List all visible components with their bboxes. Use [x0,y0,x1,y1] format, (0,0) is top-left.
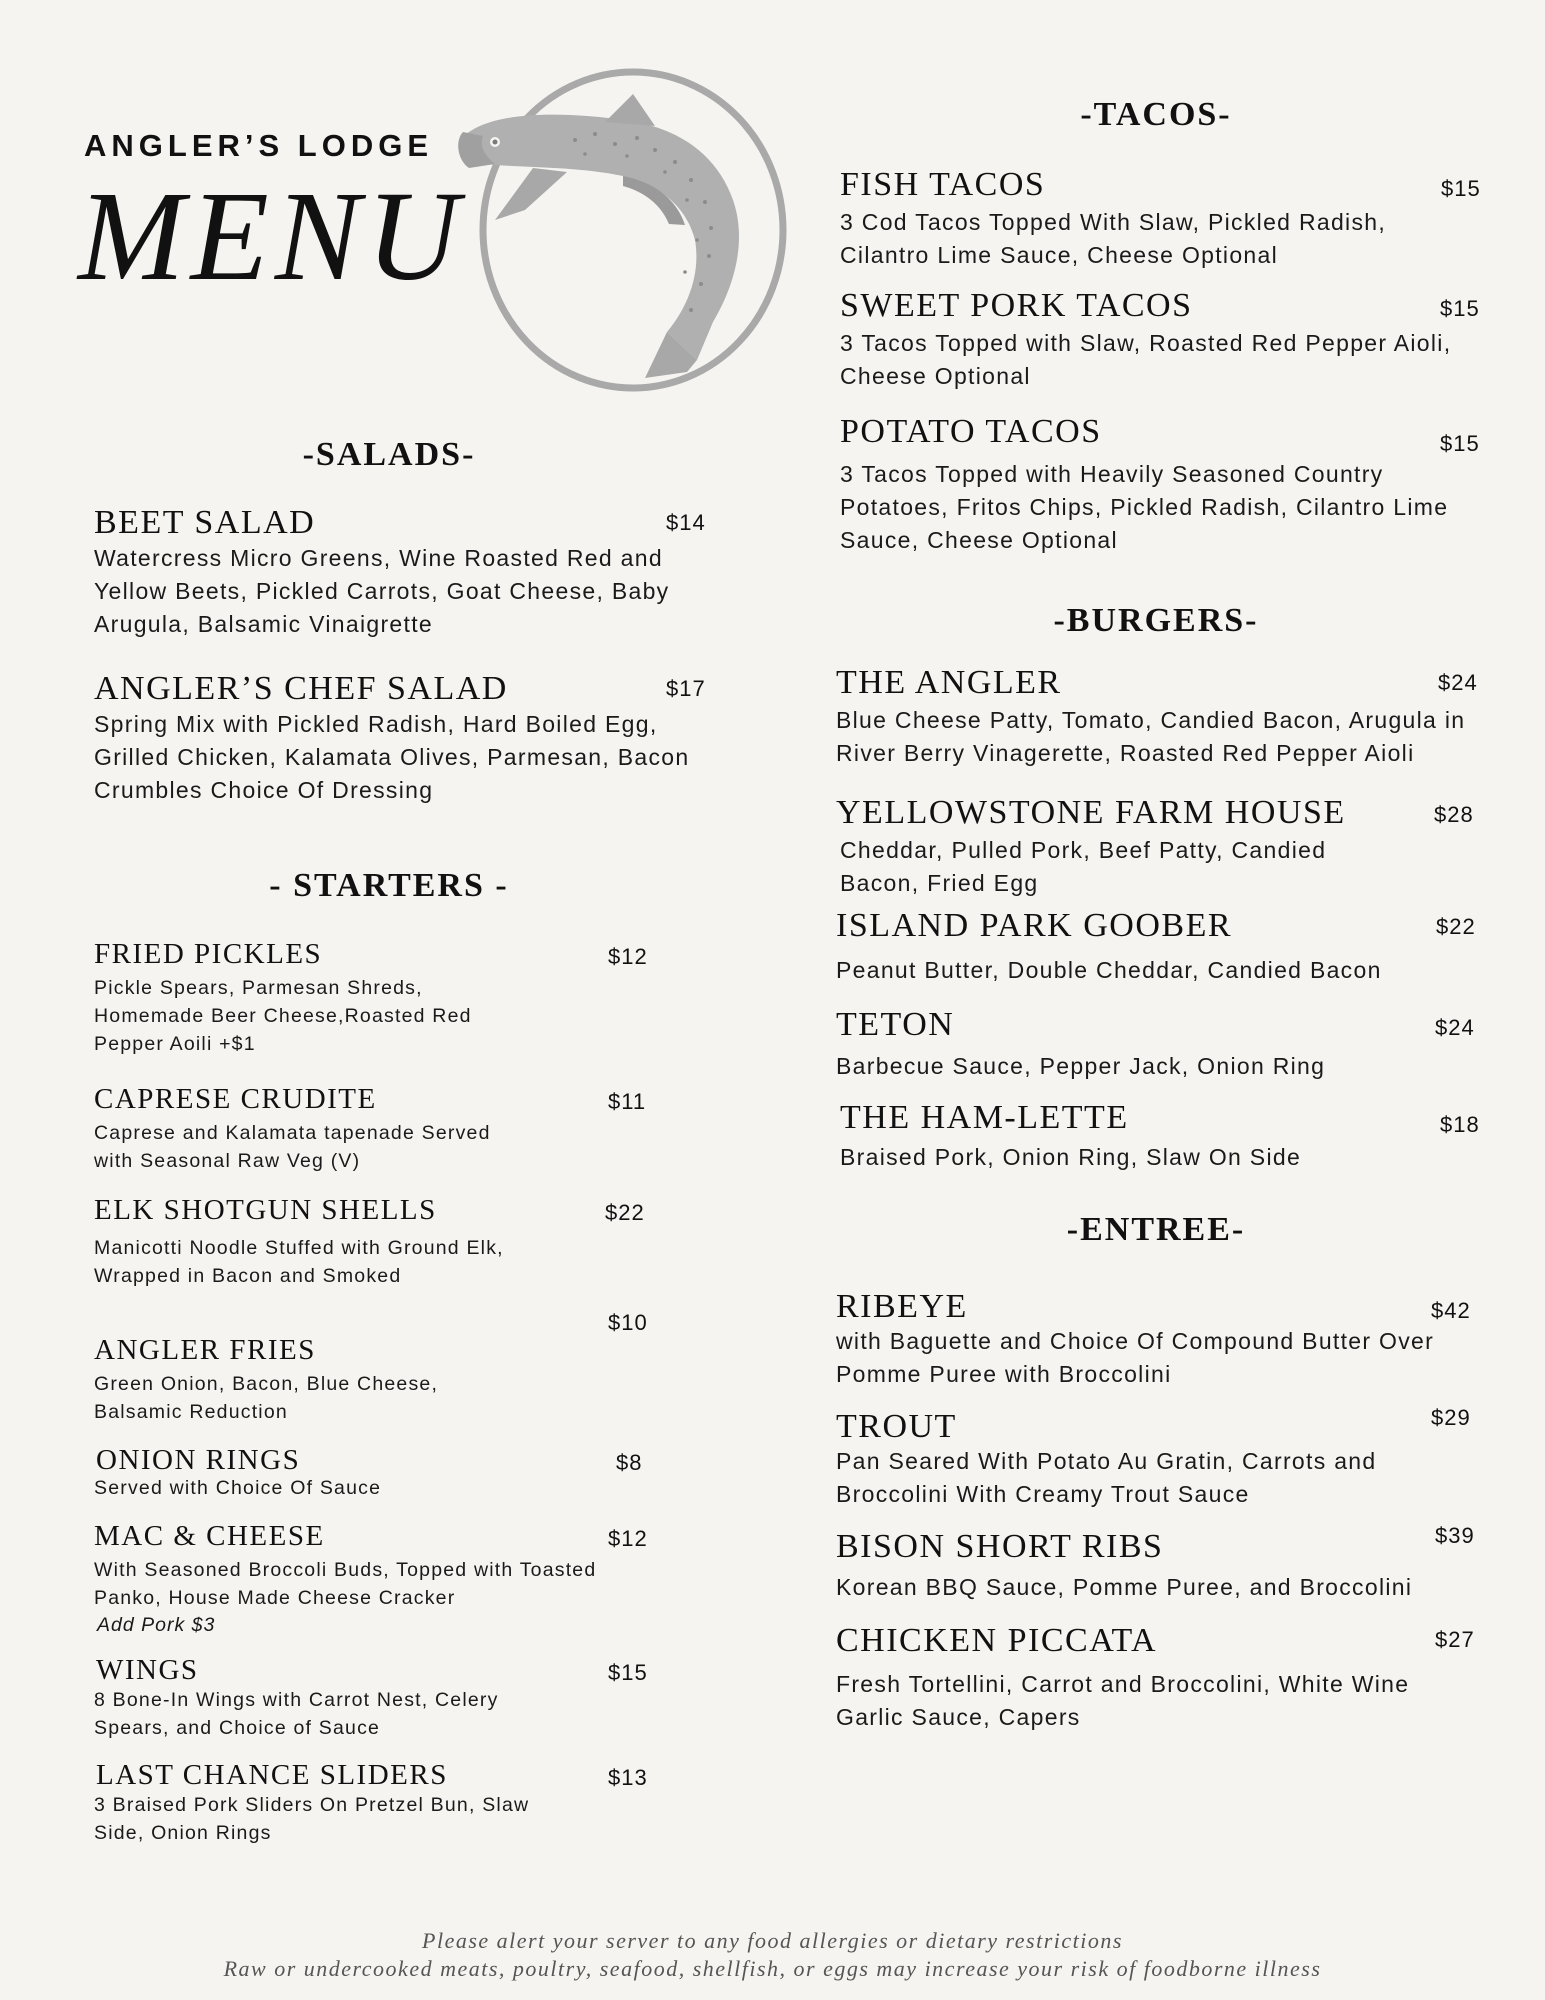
item-name: POTATO TACOS [840,413,1102,450]
item-name: ANGLER FRIES [94,1334,316,1366]
item-name: CHICKEN PICCATA [836,1622,1158,1659]
item-price: $13 [608,1765,648,1790]
item-name: TROUT [836,1408,957,1445]
item-description: Cheddar, Pulled Pork, Beef Patty, Candied Bacon, Fried Egg [840,837,1327,896]
menu-title: MENU [78,165,465,307]
item-price: $15 [608,1660,648,1685]
item-name: ISLAND PARK GOOBER [836,907,1233,944]
item-price: $18 [1440,1112,1480,1137]
item-description: Peanut Butter, Double Cheddar, Candied Bacon [836,957,1382,983]
item-description: Caprese and Kalamata tapenade Served with Seasonal Raw Veg (V) [94,1122,491,1172]
item-name: SWEET PORK TACOS [840,287,1193,324]
item-name: FISH TACOS [840,166,1046,203]
item-description: 3 Braised Pork Sliders On Pretzel Bun, Slaw Side, Onion Rings [94,1794,530,1844]
section-heading-burgers: -BURGERS- [1053,602,1259,639]
item-description: Pan Seared With Potato Au Gratin, Carrots and Broccolini With Creamy Trout Sauce [836,1448,1377,1507]
section-heading-salads: -SALADS- [302,436,476,473]
item-price: $24 [1438,670,1478,695]
item-price: $11 [608,1089,647,1114]
leaping-trout-icon [455,60,805,400]
item-description: Barbecue Sauce, Pepper Jack, Onion Ring [836,1053,1326,1079]
item-price: $12 [608,1526,648,1551]
item-name: ELK SHOTGUN SHELLS [94,1194,437,1226]
item-description: with Baguette and Choice Of Compound Butter Over Pomme Puree with Broccolini [836,1328,1435,1387]
item-price: $15 [1441,176,1481,201]
item-price: $27 [1435,1627,1475,1652]
section-heading-entree: -ENTREE- [1066,1211,1246,1248]
item-name: RIBEYE [836,1288,968,1325]
item-description: 3 Cod Tacos Topped With Slaw, Pickled Radish, Cilantro Lime Sauce, Cheese Optional [840,209,1387,268]
item-name: BISON SHORT RIBS [836,1528,1164,1565]
item-name: ANGLER’S CHEF SALAD [94,670,508,707]
item-price: $22 [1436,914,1476,939]
item-name: WINGS [96,1654,199,1686]
item-price: $15 [1440,431,1480,456]
item-price: $10 [608,1310,648,1335]
item-name: THE HAM-LETTE [840,1099,1129,1136]
item-name: TETON [836,1006,955,1043]
item-description: 3 Tacos Topped with Heavily Seasoned Country Potatoes, Fritos Chips, Pickled Radish, Cilantro Lime Sauce, Cheese Optional [840,461,1449,553]
item-description: Blue Cheese Patty, Tomato, Candied Bacon, Arugula in River Berry Vinagerette, Roasted Red Pepper Aioli [836,707,1466,766]
item-description: 3 Tacos Topped with Slaw, Roasted Red Pepper Aioli, Cheese Optional [840,330,1452,389]
section-heading-tacos: -TACOS- [1080,96,1232,133]
item-name: MAC & CHEESE [94,1520,325,1552]
item-description: Served with Choice Of Sauce [94,1477,382,1499]
item-description: Manicotti Noodle Stuffed with Ground Elk, Wrapped in Bacon and Smoked [94,1237,504,1287]
item-name: BEET SALAD [94,504,316,541]
item-price: $29 [1431,1405,1471,1430]
allergy-notice: Please alert your server to any food allergies or dietary restrictions [422,1928,1123,1953]
item-price: $12 [608,944,648,969]
item-description: Spring Mix with Pickled Radish, Hard Boiled Egg, Grilled Chicken, Kalamata Olives, Parmesan, Bacon Crumbles Choice Of Dressing [94,711,690,803]
item-description: Watercress Micro Greens, Wine Roasted Red and Yellow Beets, Pickled Carrots, Goat Cheese, Baby Arugula, Balsamic Vinaigrette [94,545,670,637]
item-price: $22 [605,1200,645,1225]
item-description: 8 Bone-In Wings with Carrot Nest, Celery Spears, and Choice of Sauce [94,1689,499,1739]
item-name: CAPRESE CRUDITE [94,1083,377,1115]
item-name: ONION RINGS [96,1444,301,1476]
item-price: $17 [666,676,706,701]
section-heading-starters: - STARTERS - [269,867,509,904]
item-name: THE ANGLER [836,664,1062,701]
item-description: Green Onion, Bacon, Blue Cheese, Balsamic Reduction [94,1373,439,1423]
item-price: $15 [1440,296,1480,321]
item-name: YELLOWSTONE FARM HOUSE [836,794,1346,831]
item-description: Pickle Spears, Parmesan Shreds, Homemade Beer Cheese,Roasted Red Pepper Aoili +$1 [94,977,472,1055]
item-price: $28 [1434,802,1474,827]
item-description: Korean BBQ Sauce, Pomme Puree, and Broccolini [836,1574,1413,1600]
item-name: FRIED PICKLES [94,938,323,970]
item-add-on: Add Pork $3 [97,1614,216,1636]
item-name: LAST CHANCE SLIDERS [96,1759,448,1791]
item-price: $42 [1431,1298,1471,1323]
item-price: $39 [1435,1523,1475,1548]
item-price: $14 [666,510,706,535]
item-price: $24 [1435,1015,1475,1040]
item-price: $8 [616,1450,643,1475]
item-description: With Seasoned Broccoli Buds, Topped with Toasted Panko, House Made Cheese Cracker [94,1559,597,1609]
food-safety-disclaimer: Raw or undercooked meats, poultry, seafood, shellfish, or eggs may increase your risk of foodborne illness [223,1956,1322,1981]
restaurant-name: ANGLER’S LODGE [84,128,434,163]
item-description: Braised Pork, Onion Ring, Slaw On Side [840,1144,1302,1170]
item-description: Fresh Tortellini, Carrot and Broccolini, White Wine Garlic Sauce, Capers [836,1671,1410,1730]
